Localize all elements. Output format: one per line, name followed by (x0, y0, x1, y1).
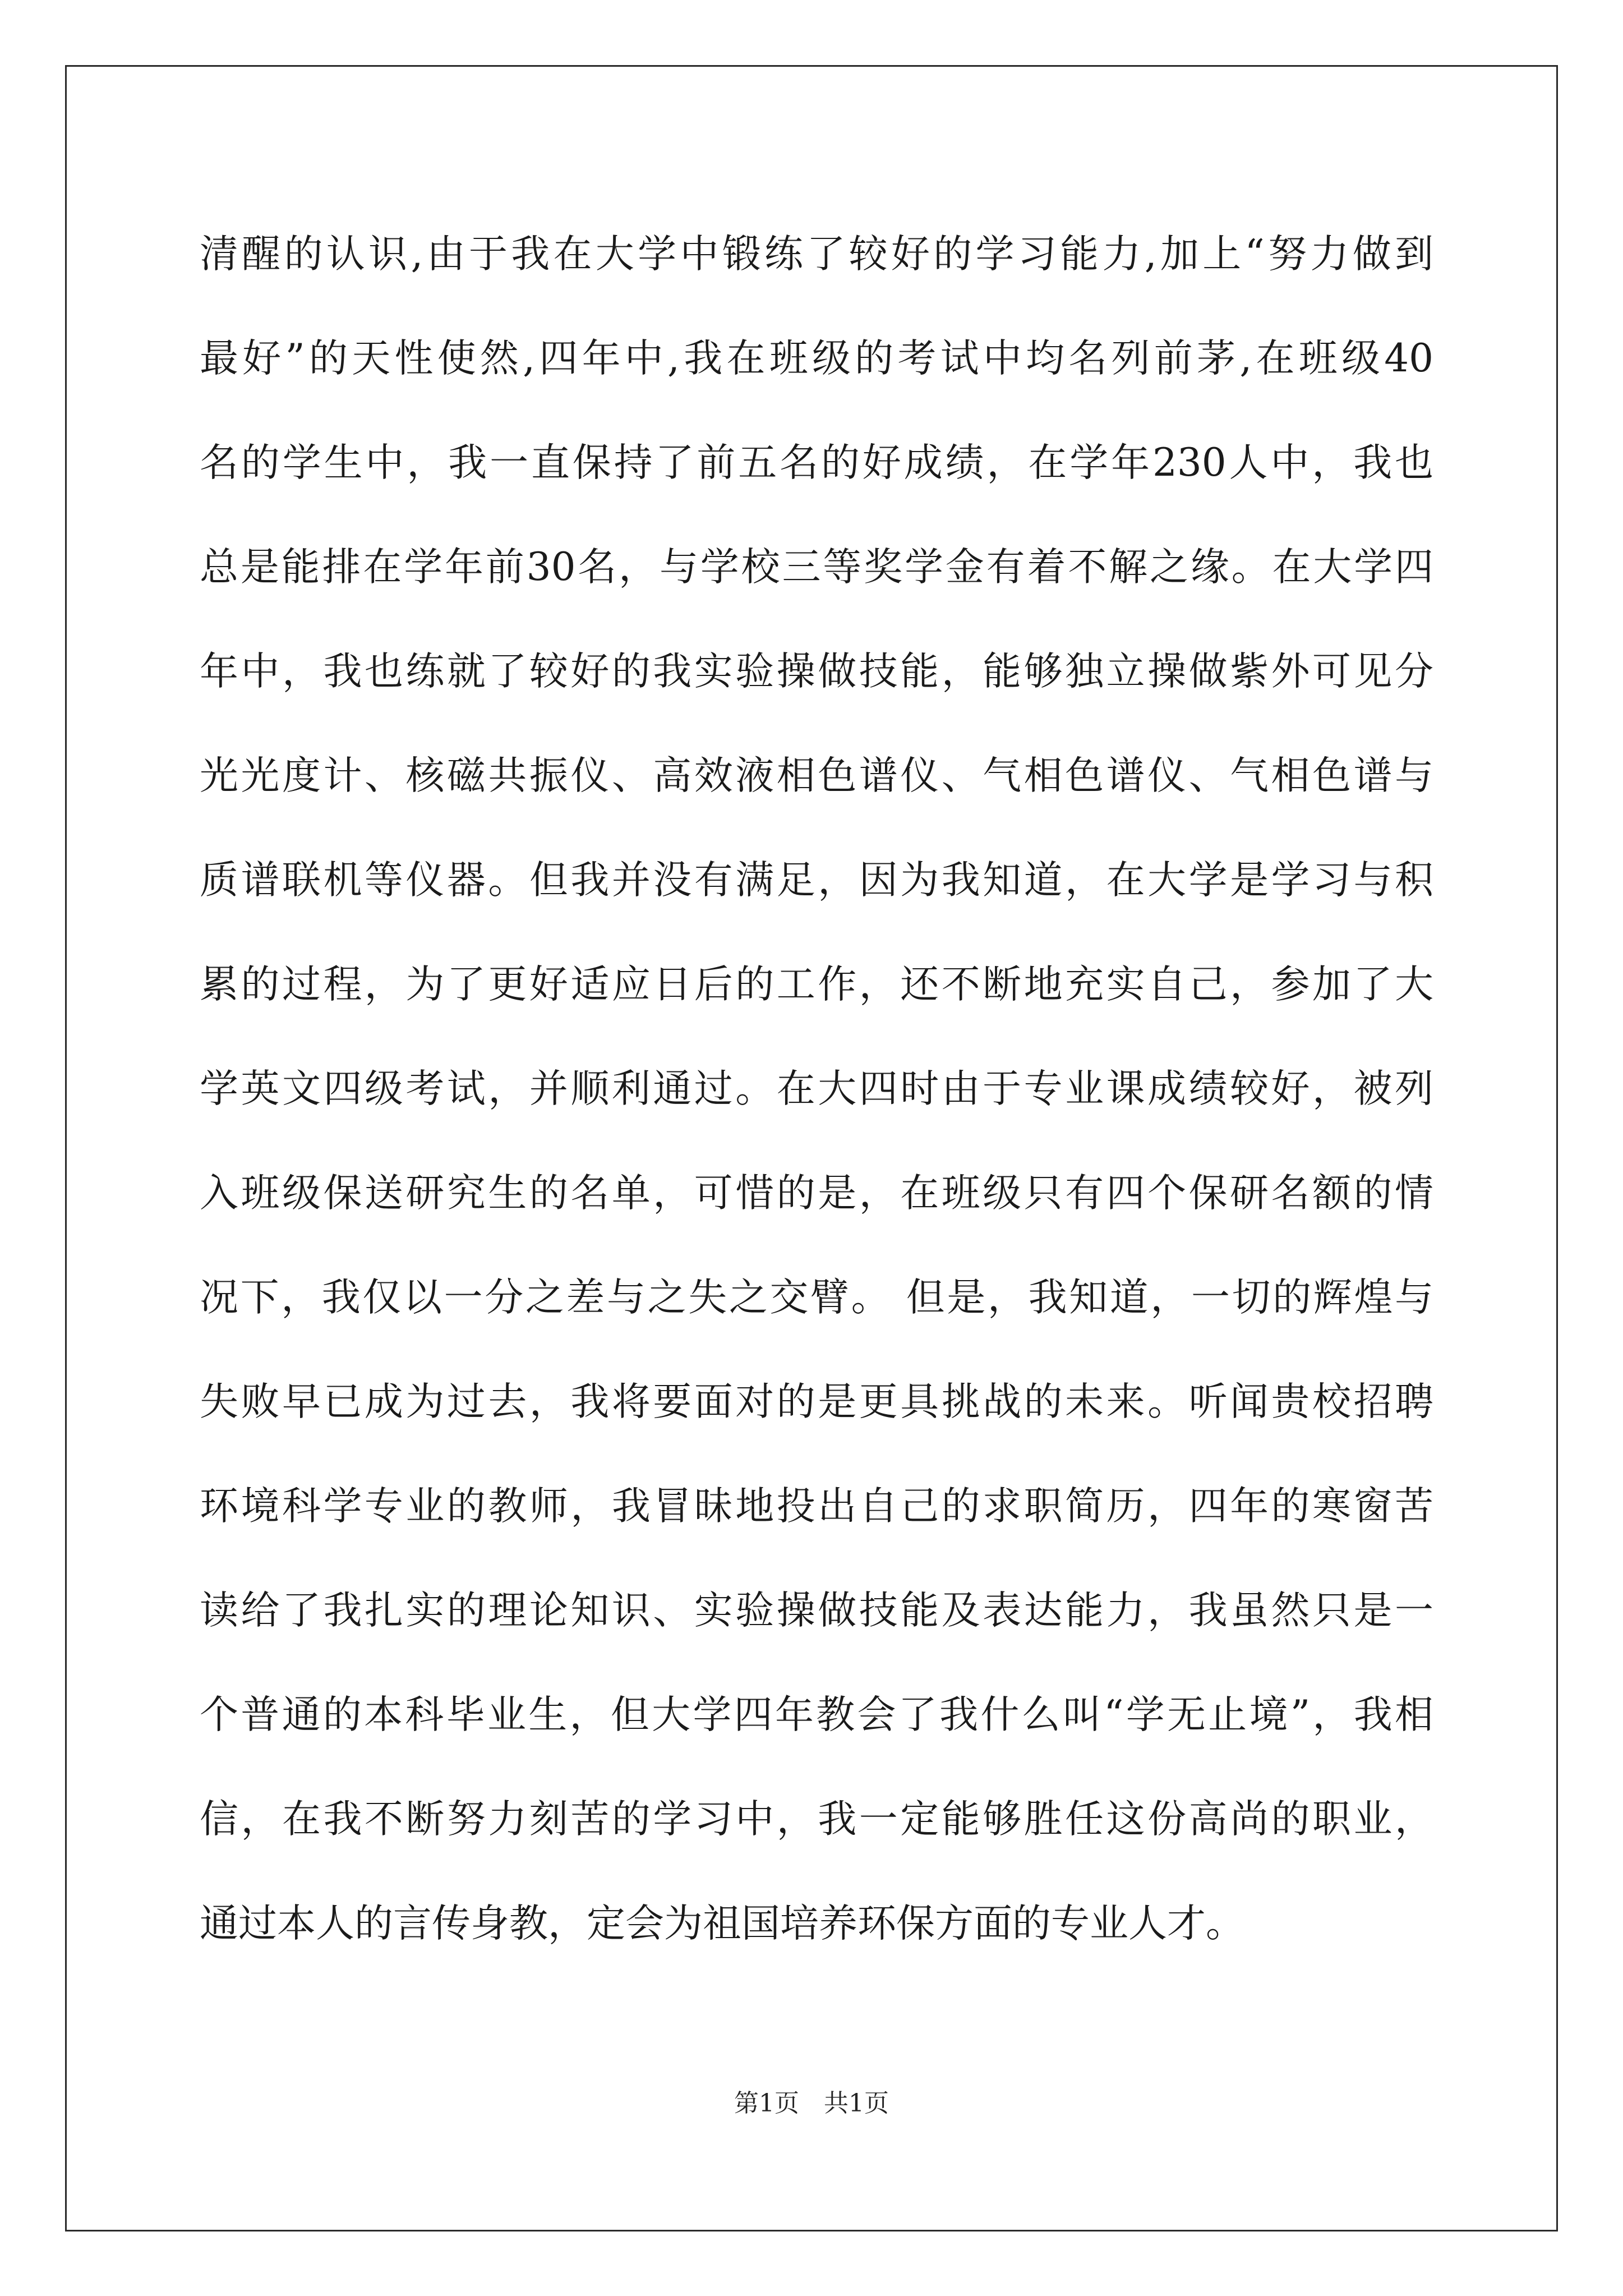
text-line: 质谱联机等仪器。但我并没有满足，因为我知道，在大学是学习与积 (200, 858, 1433, 903)
text-line: 学英文四级考试，并顺利通过。在大四时由于专业课成绩较好，被列 (200, 1066, 1433, 1111)
text-line: 总是能排在学年前30名，与学校三等奖学金有着不解之缘。在大学四 (200, 545, 1433, 590)
text-line-last: 通过本人的言传身教，定会为祖国培养环保方面的专业人才。 (200, 1901, 1244, 1946)
text-line: 个普通的本科毕业生，但大学四年教会了我什么叫“学无止境”，我相 (200, 1692, 1433, 1737)
text-line: 年中，我也练就了较好的我实验操做技能，能够独立操做紫外可见分 (200, 649, 1433, 694)
text-line: 信，在我不断努力刻苦的学习中，我一定能够胜任这份高尚的职业， (200, 1797, 1433, 1842)
page-number-footer: 第1页 共1页 (734, 2089, 889, 2118)
text-line: 光光度计、核磁共振仪、高效液相色谱仪、气相色谱仪、气相色谱与 (200, 753, 1433, 798)
text-line: 况下，我仅以一分之差与之失之交臂。 但是，我知道，一切的辉煌与 (200, 1275, 1433, 1320)
text-line: 名的学生中，我一直保持了前五名的好成绩，在学年230人中，我也 (200, 440, 1433, 485)
text-line: 环境科学专业的教师，我冒昧地投出自己的求职简历，四年的寒窗苦 (200, 1484, 1433, 1529)
text-line: 清醒的认识,由于我在大学中锻练了较好的学习能力,加上“努力做到 (200, 232, 1433, 277)
text-line: 失败早已成为过去，我将要面对的是更具挑战的未来。听闻贵校招聘 (200, 1379, 1433, 1424)
document-body (200, 202, 1433, 1976)
text-line: 读给了我扎实的理论知识、实验操做技能及表达能力，我虽然只是一 (200, 1588, 1433, 1633)
text-line: 累的过程，为了更好适应日后的工作，还不断地充实自己，参加了大 (200, 962, 1433, 1007)
text-line: 入班级保送研究生的名单，可惜的是，在班级只有四个保研名额的情 (200, 1171, 1433, 1216)
text-line: 最好”的天性使然,四年中,我在班级的考试中均名列前茅,在班级40 (200, 336, 1433, 381)
